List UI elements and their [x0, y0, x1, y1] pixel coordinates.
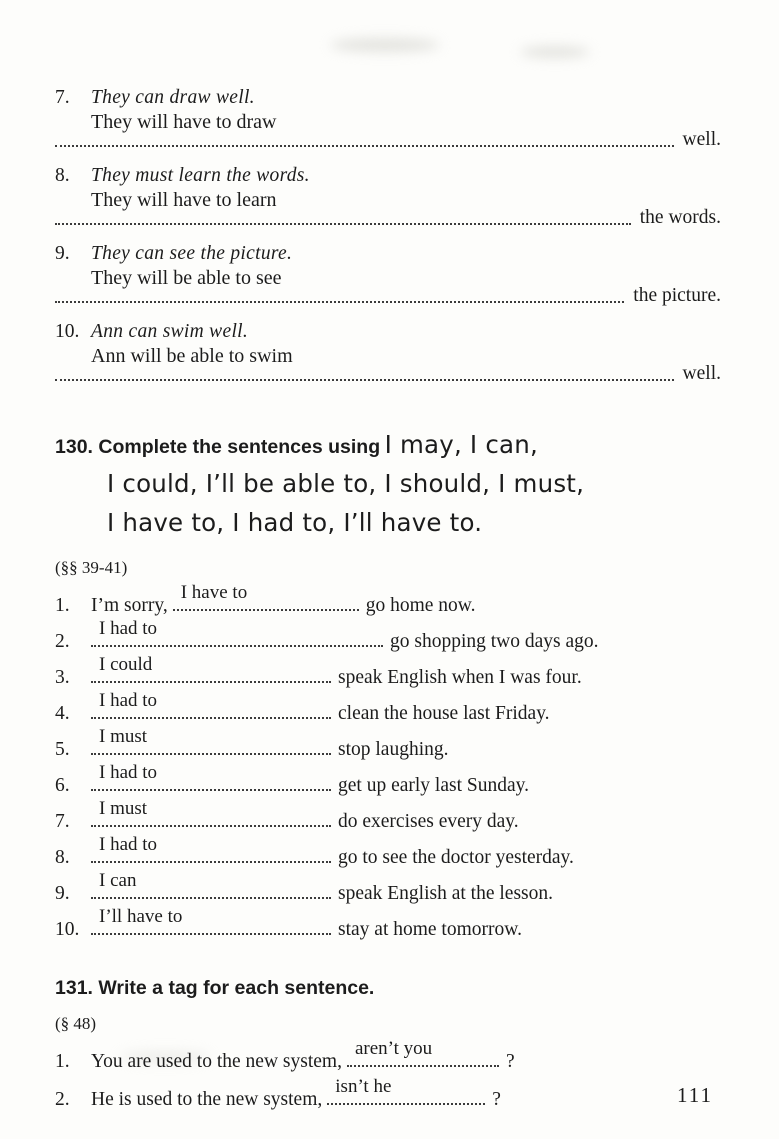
heading-bold-text: 130. Complete the sentences using: [55, 436, 381, 458]
exercise-item: [55, 164, 721, 231]
dotted-line: [55, 361, 721, 387]
exercise-item: [55, 86, 721, 153]
exercise-item: [55, 906, 721, 941]
item-tail: go to see the doctor yesterday.: [338, 847, 574, 868]
item-tail: speak English when I was four.: [338, 667, 582, 688]
exercise-item: [55, 654, 721, 689]
item-prompt: They can draw well.: [91, 87, 255, 108]
item-number: 7.: [55, 87, 70, 108]
dotted-blank: [55, 205, 631, 225]
dotted-blank: [55, 127, 674, 147]
heading-modal-text: I have to, I had to, I’ll have to.: [107, 508, 483, 537]
handwritten-answer: They will be able to see: [91, 267, 282, 289]
dotted-blank: [91, 654, 331, 683]
handwritten-answer: They will have to learn: [91, 189, 277, 211]
handwritten-answer: I must: [99, 798, 148, 819]
item-number: 10.: [55, 919, 80, 940]
dotted-blank: [347, 1038, 499, 1067]
handwritten-answer: I had to: [99, 618, 158, 639]
item-tail: the picture.: [633, 285, 721, 306]
item-tail: well.: [682, 363, 721, 384]
exercise-item: [55, 618, 721, 653]
item-number: 8.: [55, 165, 70, 186]
item-number: 10.: [55, 321, 80, 342]
exercise-item: [55, 834, 721, 869]
exercise-129-continuation: [55, 86, 721, 387]
exercise-item: [55, 320, 721, 387]
item-lead-text: You are used to the new system,: [91, 1051, 342, 1072]
item-prompt-line: [55, 86, 721, 110]
dotted-line: [55, 205, 721, 231]
exercise-item: [55, 1076, 721, 1111]
handwritten-answer: I could: [99, 654, 153, 675]
item-lead-text: I’m sorry,: [91, 595, 168, 616]
exercise-item: [55, 870, 721, 905]
exercise-131-heading: 131. Write a tag for each sentence.: [55, 977, 375, 999]
item-tail: ?: [505, 1051, 515, 1072]
item-tail: go home now.: [365, 595, 476, 616]
item-number: 6.: [55, 775, 70, 796]
item-number: 3.: [55, 667, 70, 688]
item-tail: ?: [492, 1089, 501, 1110]
page-number: 111: [677, 1083, 713, 1107]
heading-line: [55, 427, 721, 466]
item-tail: stay at home tomorrow.: [338, 919, 522, 940]
item-number: 8.: [55, 847, 70, 868]
item-tail: stop laughing.: [338, 739, 449, 760]
heading-line: [55, 505, 721, 544]
item-prompt: They must learn the words.: [91, 165, 310, 186]
exercise-item: [55, 1038, 721, 1073]
dotted-blank: [327, 1076, 485, 1105]
heading-modal-text: I may, I can,: [384, 430, 538, 459]
heading-modal-text: I could, I’ll be able to, I should, I must,: [107, 469, 585, 498]
item-prompt-line: [55, 242, 721, 266]
item-tail: speak English at the lesson.: [338, 883, 554, 904]
handwritten-answer: I can: [99, 870, 137, 891]
item-tail: go shopping two days ago.: [390, 631, 599, 652]
item-tail: the words.: [639, 207, 721, 228]
item-number: 5.: [55, 739, 70, 760]
exercise-item: [55, 582, 721, 617]
heading-line: [55, 466, 721, 505]
handwritten-answer: Ann will be able to swim: [91, 345, 293, 367]
dotted-blank: [91, 834, 331, 863]
item-tail: get up early last Sunday.: [338, 775, 529, 796]
item-number: 9.: [55, 243, 70, 264]
item-number: 1.: [55, 595, 70, 616]
handwritten-answer: I had to: [99, 762, 158, 783]
item-number: 7.: [55, 811, 70, 832]
item-tail: clean the house last Friday.: [338, 703, 550, 724]
dotted-line: [55, 283, 721, 309]
item-prompt-line: [55, 320, 721, 344]
exercise-item: [55, 242, 721, 309]
item-tail: well.: [682, 129, 721, 150]
exercise-130-heading: [55, 427, 721, 544]
dotted-blank: [173, 582, 359, 611]
item-prompt-line: [55, 164, 721, 188]
handwritten-answer: I’ll have to: [99, 906, 183, 927]
section-reference: (§§ 39-41): [55, 558, 128, 577]
exercise-item: [55, 798, 721, 833]
handwritten-answer: isn’t he: [335, 1076, 392, 1097]
dotted-blank: [55, 283, 624, 303]
handwritten-answer: aren’t you: [354, 1038, 433, 1059]
item-prompt: They can see the picture.: [91, 243, 293, 264]
dotted-blank: [91, 690, 331, 719]
section-reference: (§ 48): [55, 1014, 97, 1033]
item-lead-text: He is used to the new system,: [91, 1089, 323, 1110]
dotted-blank: [91, 762, 331, 791]
exercise-item: [55, 690, 721, 725]
dotted-blank: [91, 906, 331, 935]
item-number: 9.: [55, 883, 70, 904]
dotted-blank: [91, 798, 331, 827]
handwritten-answer: I must: [99, 726, 148, 747]
dotted-blank: [91, 618, 383, 647]
dotted-blank: [55, 361, 674, 381]
item-number: 2.: [55, 631, 70, 652]
exercise-item: [55, 726, 721, 761]
item-number: 2.: [55, 1089, 70, 1110]
exercise-131: [55, 977, 721, 1111]
dotted-blank: [91, 870, 331, 899]
handwritten-answer: I have to: [180, 582, 248, 603]
item-number: 4.: [55, 703, 70, 724]
dotted-line: [55, 127, 721, 153]
item-tail: do exercises every day.: [338, 811, 519, 832]
handwritten-answer: They will have to draw: [91, 111, 277, 133]
item-number: 1.: [55, 1051, 70, 1072]
dotted-blank: [91, 726, 331, 755]
handwritten-answer: I had to: [99, 834, 158, 855]
exercise-item: [55, 762, 721, 797]
item-prompt: Ann can swim well.: [91, 321, 249, 342]
exercise-130: [55, 427, 721, 941]
handwritten-answer: I had to: [99, 690, 158, 711]
exercise-131-items: [55, 1038, 721, 1111]
